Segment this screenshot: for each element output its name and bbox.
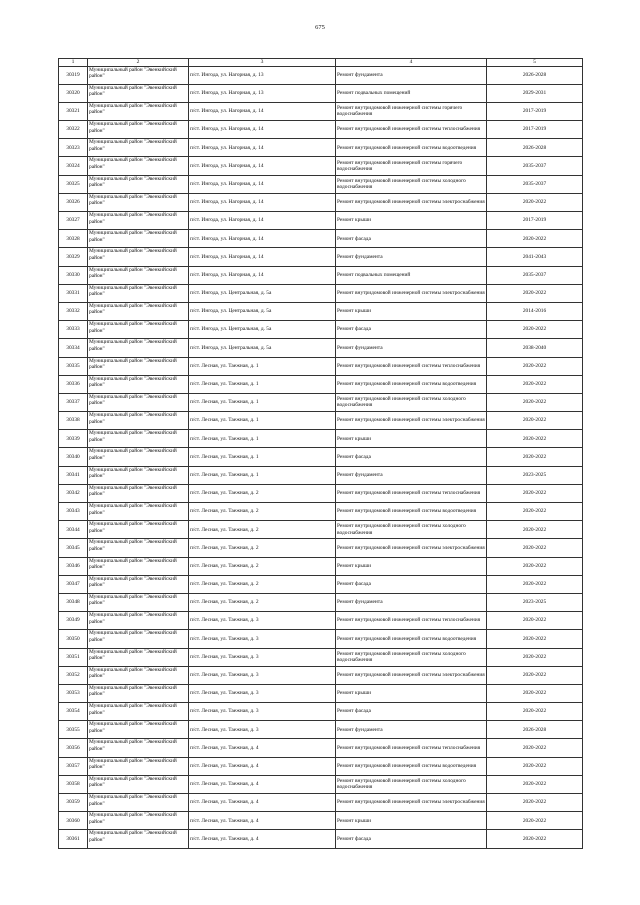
building-address: п/ст. Лесная, ул. Таежная, д. 4 bbox=[189, 794, 336, 812]
municipal-area: Муниципальный район "Эвенкийский район" bbox=[88, 448, 189, 466]
planned-period: 2017-2019 bbox=[487, 121, 583, 139]
row-number: 30328 bbox=[59, 230, 88, 248]
repair-work-type: Ремонт внутридомовой инженерной системы водоотведения bbox=[336, 757, 487, 775]
planned-period: 2041-2043 bbox=[487, 248, 583, 266]
repair-work-type: Ремонт подвальных помещений bbox=[336, 84, 487, 102]
repair-work-type: Ремонт крыши bbox=[336, 212, 487, 230]
table-row bbox=[59, 339, 583, 357]
repair-work-type: Ремонт фасада bbox=[336, 703, 487, 721]
planned-period: 2014-2016 bbox=[487, 302, 583, 320]
municipal-area: Муниципальный район "Эвенкийский район" bbox=[88, 430, 189, 448]
row-number: 30336 bbox=[59, 375, 88, 393]
repair-work-type: Ремонт фасада bbox=[336, 830, 487, 848]
planned-period: 2020-2022 bbox=[487, 666, 583, 684]
planned-period: 2023-2025 bbox=[487, 593, 583, 611]
row-number: 30351 bbox=[59, 648, 88, 666]
municipal-area: Муниципальный район "Эвенкийский район" bbox=[88, 193, 189, 211]
repair-work-type: Ремонт внутридомовой инженерной системы электроснабжения bbox=[336, 539, 487, 557]
row-number: 30359 bbox=[59, 794, 88, 812]
building-address: п/ст. Ингода, ул. Нагорная, д. 14 bbox=[189, 212, 336, 230]
planned-period: 2020-2022 bbox=[487, 430, 583, 448]
building-address: п/ст. Лесная, ул. Таежная, д. 4 bbox=[189, 812, 336, 830]
repair-work-type: Ремонт внутридомовой инженерной системы горячего водоснабжения bbox=[336, 102, 487, 120]
municipal-area: Муниципальный район "Эвенкийский район" bbox=[88, 302, 189, 320]
table-row bbox=[59, 721, 583, 739]
repair-work-type: Ремонт внутридомовой инженерной системы электроснабжения bbox=[336, 284, 487, 302]
municipal-area: Муниципальный район "Эвенкийский район" bbox=[88, 757, 189, 775]
repair-work-type: Ремонт внутридомовой инженерной системы водоотведения bbox=[336, 139, 487, 157]
planned-period: 2017-2019 bbox=[487, 102, 583, 120]
municipal-area: Муниципальный район "Эвенкийский район" bbox=[88, 794, 189, 812]
planned-period: 2020-2022 bbox=[487, 648, 583, 666]
planned-period: 2020-2022 bbox=[487, 448, 583, 466]
table-row bbox=[59, 466, 583, 484]
repair-work-type: Ремонт внутридомовой инженерной системы теплоснабжения bbox=[336, 484, 487, 502]
table-row bbox=[59, 666, 583, 684]
table-row bbox=[59, 157, 583, 175]
municipal-area: Муниципальный район "Эвенкийский район" bbox=[88, 648, 189, 666]
planned-period: 2020-2022 bbox=[487, 575, 583, 593]
repair-work-type: Ремонт фундамента bbox=[336, 248, 487, 266]
row-number: 30326 bbox=[59, 193, 88, 211]
municipal-area: Муниципальный район "Эвенкийский район" bbox=[88, 775, 189, 793]
planned-period: 2026-2028 bbox=[487, 66, 583, 84]
building-address: п/ст. Ингода, ул. Нагорная, д. 14 bbox=[189, 266, 336, 284]
repair-work-type: Ремонт внутридомовой инженерной системы теплоснабжения bbox=[336, 739, 487, 757]
municipal-area: Муниципальный район "Эвенкийский район" bbox=[88, 248, 189, 266]
building-address: п/ст. Лесная, ул. Таежная, д. 3 bbox=[189, 612, 336, 630]
building-address: п/ст. Ингода, ул. Нагорная, д. 14 bbox=[189, 248, 336, 266]
table-row bbox=[59, 539, 583, 557]
row-number: 30330 bbox=[59, 266, 88, 284]
building-address: п/ст. Лесная, ул. Таежная, д. 1 bbox=[189, 466, 336, 484]
building-address: п/ст. Лесная, ул. Таежная, д. 4 bbox=[189, 830, 336, 848]
row-number: 30324 bbox=[59, 157, 88, 175]
building-address: п/ст. Лесная, ул. Таежная, д. 2 bbox=[189, 521, 336, 539]
building-address: п/ст. Лесная, ул. Таежная, д. 2 bbox=[189, 539, 336, 557]
building-address: п/ст. Лесная, ул. Таежная, д. 3 bbox=[189, 666, 336, 684]
row-number: 30320 bbox=[59, 84, 88, 102]
row-number: 30356 bbox=[59, 739, 88, 757]
table-row bbox=[59, 175, 583, 193]
planned-period: 2020-2022 bbox=[487, 703, 583, 721]
planned-period: 2020-2022 bbox=[487, 521, 583, 539]
municipal-area: Муниципальный район "Эвенкийский район" bbox=[88, 266, 189, 284]
building-address: п/ст. Лесная, ул. Таежная, д. 3 bbox=[189, 648, 336, 666]
planned-period: 2020-2022 bbox=[487, 794, 583, 812]
column-header-1: 1 bbox=[59, 59, 88, 67]
row-number: 30353 bbox=[59, 684, 88, 702]
municipal-area: Муниципальный район "Эвенкийский район" bbox=[88, 521, 189, 539]
repair-work-type: Ремонт внутридомовой инженерной системы холодного водоснабжения bbox=[336, 175, 487, 193]
planned-period: 2020-2022 bbox=[487, 630, 583, 648]
table-row bbox=[59, 557, 583, 575]
building-address: п/ст. Лесная, ул. Таежная, д. 4 bbox=[189, 775, 336, 793]
municipal-area: Муниципальный район "Эвенкийский район" bbox=[88, 466, 189, 484]
planned-period: 2020-2022 bbox=[487, 830, 583, 848]
planned-period: 2020-2022 bbox=[487, 503, 583, 521]
building-address: п/ст. Лесная, ул. Таежная, д. 1 bbox=[189, 393, 336, 411]
municipal-area: Муниципальный район "Эвенкийский район" bbox=[88, 666, 189, 684]
municipal-area: Муниципальный район "Эвенкийский район" bbox=[88, 575, 189, 593]
table-row bbox=[59, 266, 583, 284]
building-address: п/ст. Лесная, ул. Таежная, д. 2 bbox=[189, 503, 336, 521]
repair-work-type: Ремонт фасада bbox=[336, 230, 487, 248]
table-row bbox=[59, 630, 583, 648]
row-number: 30340 bbox=[59, 448, 88, 466]
row-number: 30357 bbox=[59, 757, 88, 775]
municipal-area: Муниципальный район "Эвенкийский район" bbox=[88, 357, 189, 375]
repair-work-type: Ремонт фундамента bbox=[336, 66, 487, 84]
repair-work-type: Ремонт крыши bbox=[336, 430, 487, 448]
table-row bbox=[59, 212, 583, 230]
municipal-area: Муниципальный район "Эвенкийский район" bbox=[88, 102, 189, 120]
row-number: 30319 bbox=[59, 66, 88, 84]
table-row bbox=[59, 412, 583, 430]
repair-work-type: Ремонт фундамента bbox=[336, 721, 487, 739]
building-address: п/ст. Лесная, ул. Таежная, д. 3 bbox=[189, 703, 336, 721]
planned-period: 2038-2040 bbox=[487, 339, 583, 357]
repair-work-type: Ремонт фундамента bbox=[336, 593, 487, 611]
building-address: п/ст. Лесная, ул. Таежная, д. 3 bbox=[189, 721, 336, 739]
municipal-area: Муниципальный район "Эвенкийский район" bbox=[88, 684, 189, 702]
table-row bbox=[59, 521, 583, 539]
municipal-area: Муниципальный район "Эвенкийский район" bbox=[88, 593, 189, 611]
municipal-area: Муниципальный район "Эвенкийский район" bbox=[88, 157, 189, 175]
planned-period: 2020-2022 bbox=[487, 321, 583, 339]
table-row bbox=[59, 375, 583, 393]
municipal-area: Муниципальный район "Эвенкийский район" bbox=[88, 375, 189, 393]
repair-work-type: Ремонт внутридомовой инженерной системы теплоснабжения bbox=[336, 612, 487, 630]
repair-work-type: Ремонт внутридомовой инженерной системы электроснабжения bbox=[336, 794, 487, 812]
table-row bbox=[59, 248, 583, 266]
repair-work-type: Ремонт внутридомовой инженерной системы горячего водоснабжения bbox=[336, 157, 487, 175]
repair-work-type: Ремонт подвальных помещений bbox=[336, 266, 487, 284]
repair-work-type: Ремонт внутридомовой инженерной системы электроснабжения bbox=[336, 666, 487, 684]
table-row bbox=[59, 794, 583, 812]
building-address: п/ст. Ингода, ул. Нагорная, д. 14 bbox=[189, 157, 336, 175]
table-row bbox=[59, 703, 583, 721]
table-row bbox=[59, 648, 583, 666]
planned-period: 2020-2022 bbox=[487, 684, 583, 702]
row-number: 30346 bbox=[59, 557, 88, 575]
municipal-area: Муниципальный район "Эвенкийский район" bbox=[88, 66, 189, 84]
building-address: п/ст. Ингода, ул. Нагорная, д. 14 bbox=[189, 121, 336, 139]
planned-period: 2020-2022 bbox=[487, 775, 583, 793]
column-number-row bbox=[59, 59, 583, 67]
repair-work-type: Ремонт фасада bbox=[336, 575, 487, 593]
table-row bbox=[59, 757, 583, 775]
building-address: п/ст. Лесная, ул. Таежная, д. 2 bbox=[189, 557, 336, 575]
row-number: 30322 bbox=[59, 121, 88, 139]
table-row bbox=[59, 193, 583, 211]
building-address: п/ст. Ингода, ул. Центральная, д. 5а bbox=[189, 339, 336, 357]
row-number: 30358 bbox=[59, 775, 88, 793]
row-number: 30341 bbox=[59, 466, 88, 484]
municipal-area: Муниципальный район "Эвенкийский район" bbox=[88, 212, 189, 230]
planned-period: 2020-2022 bbox=[487, 757, 583, 775]
municipal-area: Муниципальный район "Эвенкийский район" bbox=[88, 503, 189, 521]
table-row bbox=[59, 121, 583, 139]
table-row bbox=[59, 321, 583, 339]
row-number: 30342 bbox=[59, 484, 88, 502]
planned-period: 2020-2022 bbox=[487, 484, 583, 502]
building-address: п/ст. Ингода, ул. Центральная, д. 5а bbox=[189, 302, 336, 320]
capital-repair-table bbox=[58, 58, 583, 849]
municipal-area: Муниципальный район "Эвенкийский район" bbox=[88, 557, 189, 575]
row-number: 30333 bbox=[59, 321, 88, 339]
repair-work-type: Ремонт фасада bbox=[336, 448, 487, 466]
row-number: 30360 bbox=[59, 812, 88, 830]
row-number: 30338 bbox=[59, 412, 88, 430]
planned-period: 2020-2022 bbox=[487, 375, 583, 393]
planned-period: 2020-2022 bbox=[487, 539, 583, 557]
planned-period: 2035-2037 bbox=[487, 157, 583, 175]
municipal-area: Муниципальный район "Эвенкийский район" bbox=[88, 175, 189, 193]
repair-work-type: Ремонт внутридомовой инженерной системы холодного водоснабжения bbox=[336, 521, 487, 539]
row-number: 30348 bbox=[59, 593, 88, 611]
table-row bbox=[59, 503, 583, 521]
building-address: п/ст. Ингода, ул. Нагорная, д. 14 bbox=[189, 139, 336, 157]
table-row bbox=[59, 284, 583, 302]
table-body bbox=[59, 66, 583, 848]
building-address: п/ст. Лесная, ул. Таежная, д. 1 bbox=[189, 375, 336, 393]
building-address: п/ст. Лесная, ул. Таежная, д. 1 bbox=[189, 357, 336, 375]
municipal-area: Муниципальный район "Эвенкийский район" bbox=[88, 339, 189, 357]
table-row bbox=[59, 684, 583, 702]
planned-period: 2026-2028 bbox=[487, 139, 583, 157]
building-address: п/ст. Лесная, ул. Таежная, д. 3 bbox=[189, 684, 336, 702]
building-address: п/ст. Лесная, ул. Таежная, д. 3 bbox=[189, 630, 336, 648]
row-number: 30334 bbox=[59, 339, 88, 357]
planned-period: 2020-2022 bbox=[487, 284, 583, 302]
repair-work-type: Ремонт внутридомовой инженерной системы холодного водоснабжения bbox=[336, 648, 487, 666]
page-number: 675 bbox=[315, 24, 325, 31]
municipal-area: Муниципальный район "Эвенкийский район" bbox=[88, 539, 189, 557]
table-row bbox=[59, 357, 583, 375]
repair-work-type: Ремонт внутридомовой инженерной системы электроснабжения bbox=[336, 193, 487, 211]
building-address: п/ст. Лесная, ул. Таежная, д. 1 bbox=[189, 412, 336, 430]
row-number: 30345 bbox=[59, 539, 88, 557]
table-row bbox=[59, 830, 583, 848]
building-address: п/ст. Лесная, ул. Таежная, д. 1 bbox=[189, 448, 336, 466]
planned-period: 2026-2028 bbox=[487, 721, 583, 739]
planned-period: 2020-2022 bbox=[487, 412, 583, 430]
column-header-5: 5 bbox=[487, 59, 583, 67]
table-row bbox=[59, 484, 583, 502]
row-number: 30352 bbox=[59, 666, 88, 684]
municipal-area: Муниципальный район "Эвенкийский район" bbox=[88, 284, 189, 302]
row-number: 30347 bbox=[59, 575, 88, 593]
municipal-area: Муниципальный район "Эвенкийский район" bbox=[88, 630, 189, 648]
planned-period: 2035-2037 bbox=[487, 266, 583, 284]
row-number: 30355 bbox=[59, 721, 88, 739]
planned-period: 2020-2022 bbox=[487, 193, 583, 211]
planned-period: 2020-2022 bbox=[487, 739, 583, 757]
building-address: п/ст. Ингода, ул. Нагорная, д. 14 bbox=[189, 175, 336, 193]
municipal-area: Муниципальный район "Эвенкийский район" bbox=[88, 830, 189, 848]
row-number: 30323 bbox=[59, 139, 88, 157]
municipal-area: Муниципальный район "Эвенкийский район" bbox=[88, 121, 189, 139]
building-address: п/ст. Лесная, ул. Таежная, д. 1 bbox=[189, 430, 336, 448]
planned-period: 2020-2022 bbox=[487, 812, 583, 830]
municipal-area: Муниципальный район "Эвенкийский район" bbox=[88, 321, 189, 339]
column-header-2: 2 bbox=[88, 59, 189, 67]
table-row bbox=[59, 302, 583, 320]
building-address: п/ст. Лесная, ул. Таежная, д. 4 bbox=[189, 739, 336, 757]
table-row bbox=[59, 593, 583, 611]
repair-work-type: Ремонт внутридомовой инженерной системы водоотведения bbox=[336, 375, 487, 393]
planned-period: 2020-2022 bbox=[487, 230, 583, 248]
planned-period: 2017-2019 bbox=[487, 212, 583, 230]
row-number: 30339 bbox=[59, 430, 88, 448]
row-number: 30344 bbox=[59, 521, 88, 539]
row-number: 30325 bbox=[59, 175, 88, 193]
table-row bbox=[59, 102, 583, 120]
table-row bbox=[59, 448, 583, 466]
planned-period: 2020-2022 bbox=[487, 612, 583, 630]
repair-work-type: Ремонт внутридомовой инженерной системы водоотведения bbox=[336, 503, 487, 521]
row-number: 30350 bbox=[59, 630, 88, 648]
municipal-area: Муниципальный район "Эвенкийский район" bbox=[88, 812, 189, 830]
repair-work-type: Ремонт внутридомовой инженерной системы теплоснабжения bbox=[336, 357, 487, 375]
building-address: п/ст. Ингода, ул. Нагорная, д. 13 bbox=[189, 66, 336, 84]
table-row bbox=[59, 84, 583, 102]
table-row bbox=[59, 139, 583, 157]
repair-work-type: Ремонт фасада bbox=[336, 321, 487, 339]
municipal-area: Муниципальный район "Эвенкийский район" bbox=[88, 393, 189, 411]
municipal-area: Муниципальный район "Эвенкийский район" bbox=[88, 703, 189, 721]
table-row bbox=[59, 575, 583, 593]
repair-work-type: Ремонт фундамента bbox=[336, 466, 487, 484]
table-row bbox=[59, 230, 583, 248]
planned-period: 2020-2022 bbox=[487, 557, 583, 575]
table-row bbox=[59, 66, 583, 84]
repair-work-type: Ремонт крыши bbox=[336, 557, 487, 575]
building-address: п/ст. Лесная, ул. Таежная, д. 2 bbox=[189, 593, 336, 611]
building-address: п/ст. Ингода, ул. Нагорная, д. 14 bbox=[189, 230, 336, 248]
building-address: п/ст. Ингода, ул. Центральная, д. 5а bbox=[189, 321, 336, 339]
repair-work-type: Ремонт внутридомовой инженерной системы водоотведения bbox=[336, 630, 487, 648]
municipal-area: Муниципальный район "Эвенкийский район" bbox=[88, 484, 189, 502]
table-row bbox=[59, 739, 583, 757]
municipal-area: Муниципальный район "Эвенкийский район" bbox=[88, 84, 189, 102]
planned-period: 2023-2025 bbox=[487, 466, 583, 484]
planned-period: 2035-2037 bbox=[487, 175, 583, 193]
row-number: 30321 bbox=[59, 102, 88, 120]
building-address: п/ст. Ингода, ул. Нагорная, д. 14 bbox=[189, 193, 336, 211]
repair-work-type: Ремонт крыши bbox=[336, 684, 487, 702]
planned-period: 2020-2022 bbox=[487, 393, 583, 411]
row-number: 30331 bbox=[59, 284, 88, 302]
building-address: п/ст. Лесная, ул. Таежная, д. 2 bbox=[189, 575, 336, 593]
row-number: 30354 bbox=[59, 703, 88, 721]
building-address: п/ст. Лесная, ул. Таежная, д. 4 bbox=[189, 757, 336, 775]
column-header-4: 4 bbox=[336, 59, 487, 67]
column-header-3: 3 bbox=[189, 59, 336, 67]
municipal-area: Муниципальный район "Эвенкийский район" bbox=[88, 721, 189, 739]
repair-work-type: Ремонт внутридомовой инженерной системы электроснабжения bbox=[336, 412, 487, 430]
municipal-area: Муниципальный район "Эвенкийский район" bbox=[88, 230, 189, 248]
repair-work-type: Ремонт крыши bbox=[336, 812, 487, 830]
repair-work-type: Ремонт фундамента bbox=[336, 339, 487, 357]
row-number: 30332 bbox=[59, 302, 88, 320]
table-row bbox=[59, 775, 583, 793]
municipal-area: Муниципальный район "Эвенкийский район" bbox=[88, 612, 189, 630]
planned-period: 2020-2022 bbox=[487, 357, 583, 375]
table-row bbox=[59, 612, 583, 630]
repair-work-type: Ремонт внутридомовой инженерной системы теплоснабжения bbox=[336, 121, 487, 139]
row-number: 30335 bbox=[59, 357, 88, 375]
table-row bbox=[59, 430, 583, 448]
row-number: 30327 bbox=[59, 212, 88, 230]
building-address: п/ст. Ингода, ул. Центральная, д. 5а bbox=[189, 284, 336, 302]
municipal-area: Муниципальный район "Эвенкийский район" bbox=[88, 739, 189, 757]
table-row bbox=[59, 393, 583, 411]
building-address: п/ст. Лесная, ул. Таежная, д. 2 bbox=[189, 484, 336, 502]
repair-work-type: Ремонт внутридомовой инженерной системы холодного водоснабжения bbox=[336, 775, 487, 793]
planned-period: 2029-2031 bbox=[487, 84, 583, 102]
repair-work-type: Ремонт внутридомовой инженерной системы холодного водоснабжения bbox=[336, 393, 487, 411]
table-row bbox=[59, 812, 583, 830]
row-number: 30329 bbox=[59, 248, 88, 266]
municipal-area: Муниципальный район "Эвенкийский район" bbox=[88, 139, 189, 157]
repair-work-type: Ремонт крыши bbox=[336, 302, 487, 320]
row-number: 30337 bbox=[59, 393, 88, 411]
building-address: п/ст. Ингода, ул. Нагорная, д. 14 bbox=[189, 102, 336, 120]
row-number: 30343 bbox=[59, 503, 88, 521]
municipal-area: Муниципальный район "Эвенкийский район" bbox=[88, 412, 189, 430]
row-number: 30361 bbox=[59, 830, 88, 848]
row-number: 30349 bbox=[59, 612, 88, 630]
building-address: п/ст. Ингода, ул. Нагорная, д. 13 bbox=[189, 84, 336, 102]
